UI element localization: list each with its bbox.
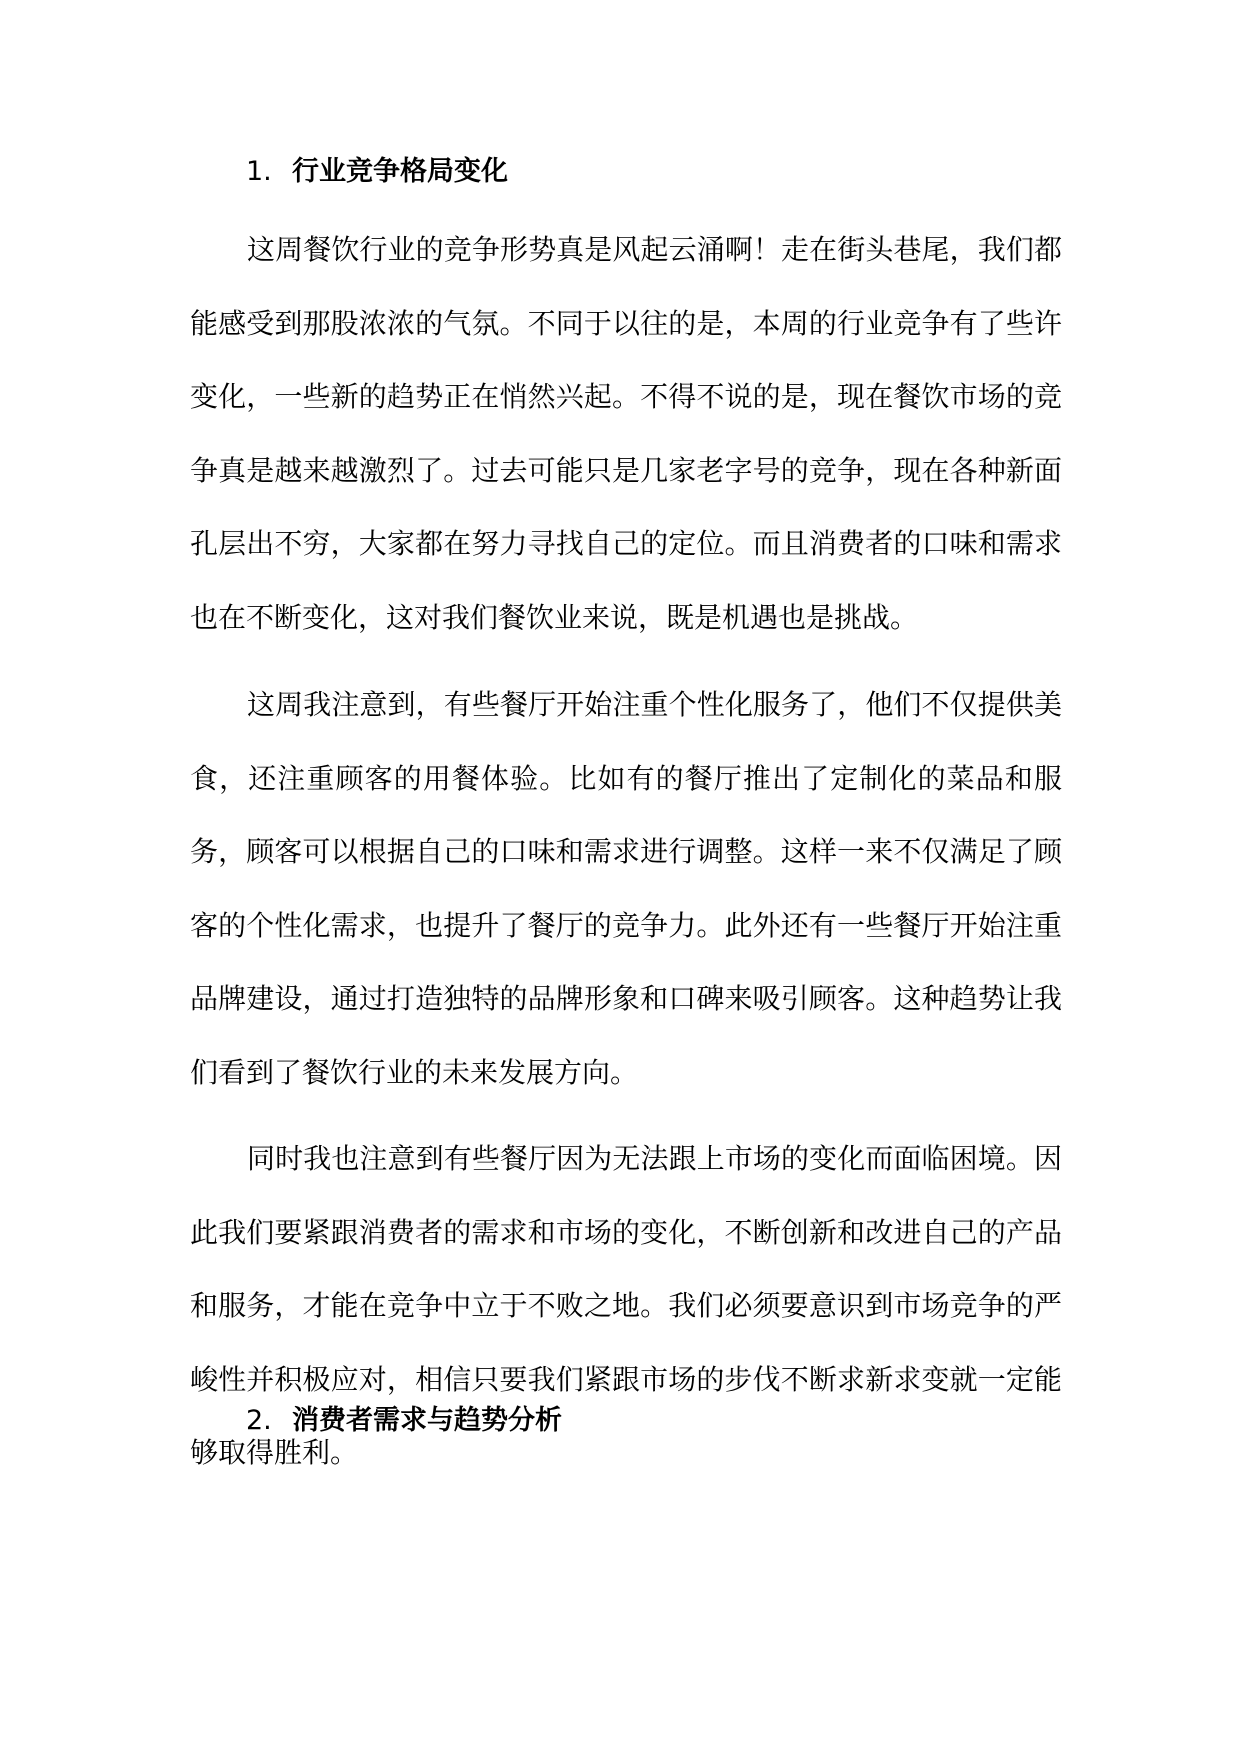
paragraph-1: 这周餐饮行业的竞争形势真是风起云涌啊！走在街头巷尾，我们都能感受到那股浓浓的气氛。不同于以往的是，本周的行业竞争有了些许变化，一些新的趋势正在悄然兴起。不得不说的是，现在餐饮市场的竞争真是越来越激烈了。过去可能只是几家老字号的竞争，现在各种新面孔层出不穷，大家都在努力寻找自己的定位。而且消费者的口味和需求也在不断变化，这对我们餐饮业来说，既是机遇也是挑战。 — [190, 233, 1062, 634]
section-heading-1 — [246, 152, 508, 192]
section-title-1: 行业竞争格局变化 — [292, 156, 508, 187]
section-number-1: 1. — [246, 156, 272, 187]
section-number-2: 2. — [246, 1405, 272, 1436]
section-title-2: 消费者需求与趋势分析 — [292, 1405, 562, 1436]
section-heading-2 — [246, 1401, 562, 1441]
paragraph-3: 同时我也注意到有些餐厅因为无法跟上市场的变化而面临困境。因此我们要紧跟消费者的需求和市场的变化，不断创新和改进自己的产品和服务，才能在竞争中立于不败之地。我们必须要意识到市场竞争的严峻性并积极应对，相信只要我们紧跟市场的步伐不断求新求变就一定能够取得胜利。 — [190, 1142, 1062, 1469]
paragraph-2: 这周我注意到，有些餐厅开始注重个性化服务了，他们不仅提供美食，还注重顾客的用餐体验。比如有的餐厅推出了定制化的菜品和服务，顾客可以根据自己的口味和需求进行调整。这样一来不仅满足了顾客的个性化需求，也提升了餐厅的竞争力。此外还有一些餐厅开始注重品牌建设，通过打造独特的品牌形象和口碑来吸引顾客。这种趋势让我们看到了餐饮行业的未来发展方向。 — [190, 688, 1062, 1089]
